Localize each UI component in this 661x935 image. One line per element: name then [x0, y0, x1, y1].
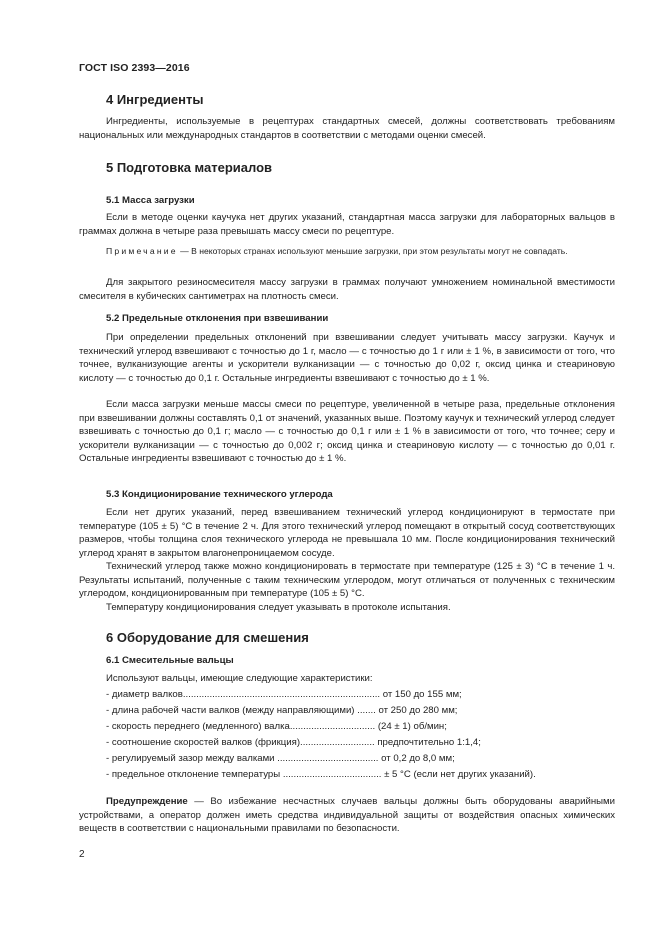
- subsection-5-3-paragraph-3: Температуру кондиционирования следует указывать в протоколе испытания.: [106, 602, 451, 613]
- safety-warning: [79, 795, 615, 836]
- subsection-5-2-title: 5.2 Предельные отклонения при взвешивании: [106, 313, 329, 324]
- list-item: - скорость переднего (медленного) валка................................ (24 ± 1) об/мин;: [106, 720, 447, 732]
- subsection-5-3-title: 5.3 Кондиционирование технического углерода: [106, 489, 333, 500]
- section-4-title: 4 Ингредиенты: [106, 92, 204, 107]
- note-text: — В некоторых странах используют меньшие загрузки, при этом результаты могут не совпадать.: [177, 246, 568, 256]
- warning-label: Предупреждение: [106, 796, 188, 807]
- page-number: 2: [79, 849, 85, 860]
- list-item: - диаметр валков.......................................................................... от 150 до 155 мм;: [106, 689, 462, 700]
- subsection-5-1-paragraph-1: Если в методе оценки каучука нет других указаний, стандартная масса загрузки для лабораторных вальцов в граммах должна в четыре раза превышать массу смеси по рецептуре.: [79, 212, 615, 237]
- subsection-5-3-paragraph-2: Технический углерод также можно кондиционировать в термостате при температуре (125 ± 3) °С в течение 1 ч. Результаты испытаний, полученные с таким техническим углеродом, могут отличаться от полученных с техническим углеродом, кондиционированным при температуре (105 ± 5) °С.: [79, 561, 615, 600]
- list-item: - регулируемый зазор между валками ...................................... от 0,2 до 8,0 мм;: [106, 752, 455, 764]
- subsection-5-1-note: [79, 245, 615, 258]
- note-label: Примечание: [106, 246, 178, 256]
- section-6-title: 6 Оборудование для смешения: [106, 630, 309, 645]
- section-4-paragraph: Ингредиенты, используемые в рецептурах стандартных смесей, должны соответствовать требованиям национальных или международных стандартов в соответствии с методами оценки смесей.: [79, 116, 615, 141]
- section-5-title: 5 Подготовка материалов: [106, 160, 272, 175]
- warning-text: — Во избежание несчастных случаев вальцы должны быть оборудованы аварийными устройствами, а оператор должен иметь средства индивидуальной защиты от воздействия опасных химических веществ в соответствии с национальными правилами по безопасности.: [79, 796, 615, 835]
- subsection-5-2-paragraph-1: При определении предельных отклонений при взвешивании следует учитывать массу загрузки. Каучук и технический углерод взвешивают с точностью до 1 г, масло — с точностью до 1 г или ± 1 %, в зависимости от того, что точнее, вулканизующие агенты и ускорители вулканизации — с точностью до 0,02 г, оксид цинка и стеариновую кислоту — с точностью до 0,1 г. Остальные ингредиенты взвешивают с точностью до ± 1 %.: [79, 332, 615, 384]
- roller-characteristics-list: [106, 687, 626, 782]
- list-item: - предельное отклонение температуры ..................................... ± 5 °С (если нет других указаний).: [106, 768, 536, 780]
- subsection-6-1-title: 6.1 Смесительные вальцы: [106, 655, 234, 666]
- subsection-5-2-paragraph-2: Если масса загрузки меньше массы смеси по рецептуре, увеличенной в четыре раза, предельные отклонения при взвешивании должны составлять 0,1 от значений, указанных выше. Поэтому каучук и технический углерод следует взвешивать с точностью до 0,1 г; масло — с точностью до 0,1 г или ± 1 % в зависимости от того, что точнее; серу и ускорители вулканизации — с точностью до 0,002 г; оксид цинка и стеариновую кислоту — с точностью до 0,01 г. Остальные ингредиенты взвешивают с точностью до ± 1 %.: [79, 399, 615, 465]
- subsection-5-1-paragraph-2: Для закрытого резиносмесителя массу загрузки в граммах получают умножением номинальной вместимости смесителя в кубических сантиметрах на плотность смеси.: [79, 277, 615, 302]
- subsection-5-3-paragraph-1: Если нет других указаний, перед взвешиванием технический углерод кондиционируют в термостате при температуре (105 ± 5) °С в течение 2 ч. Для этого технический углерод помещают в открытый сосуд соответствующих размеров, чтобы толщина слоя технического углерода не превышала 10 мм. После кондиционирования технический углерод хранят в закрытом влагонепроницаемом сосуде.: [79, 507, 615, 559]
- list-item: - соотношение скоростей валков (фрикция)............................ предпочтительно 1:1,4;: [106, 736, 481, 748]
- subsection-6-1-intro: Используют вальцы, имеющие следующие характеристики:: [106, 673, 373, 684]
- list-item: - длина рабочей части валков (между направляющими) ....... от 250 до 280 мм;: [106, 704, 458, 716]
- subsection-5-1-title: 5.1 Масса загрузки: [106, 195, 195, 206]
- document-header: ГОСТ ISO 2393—2016: [79, 62, 190, 74]
